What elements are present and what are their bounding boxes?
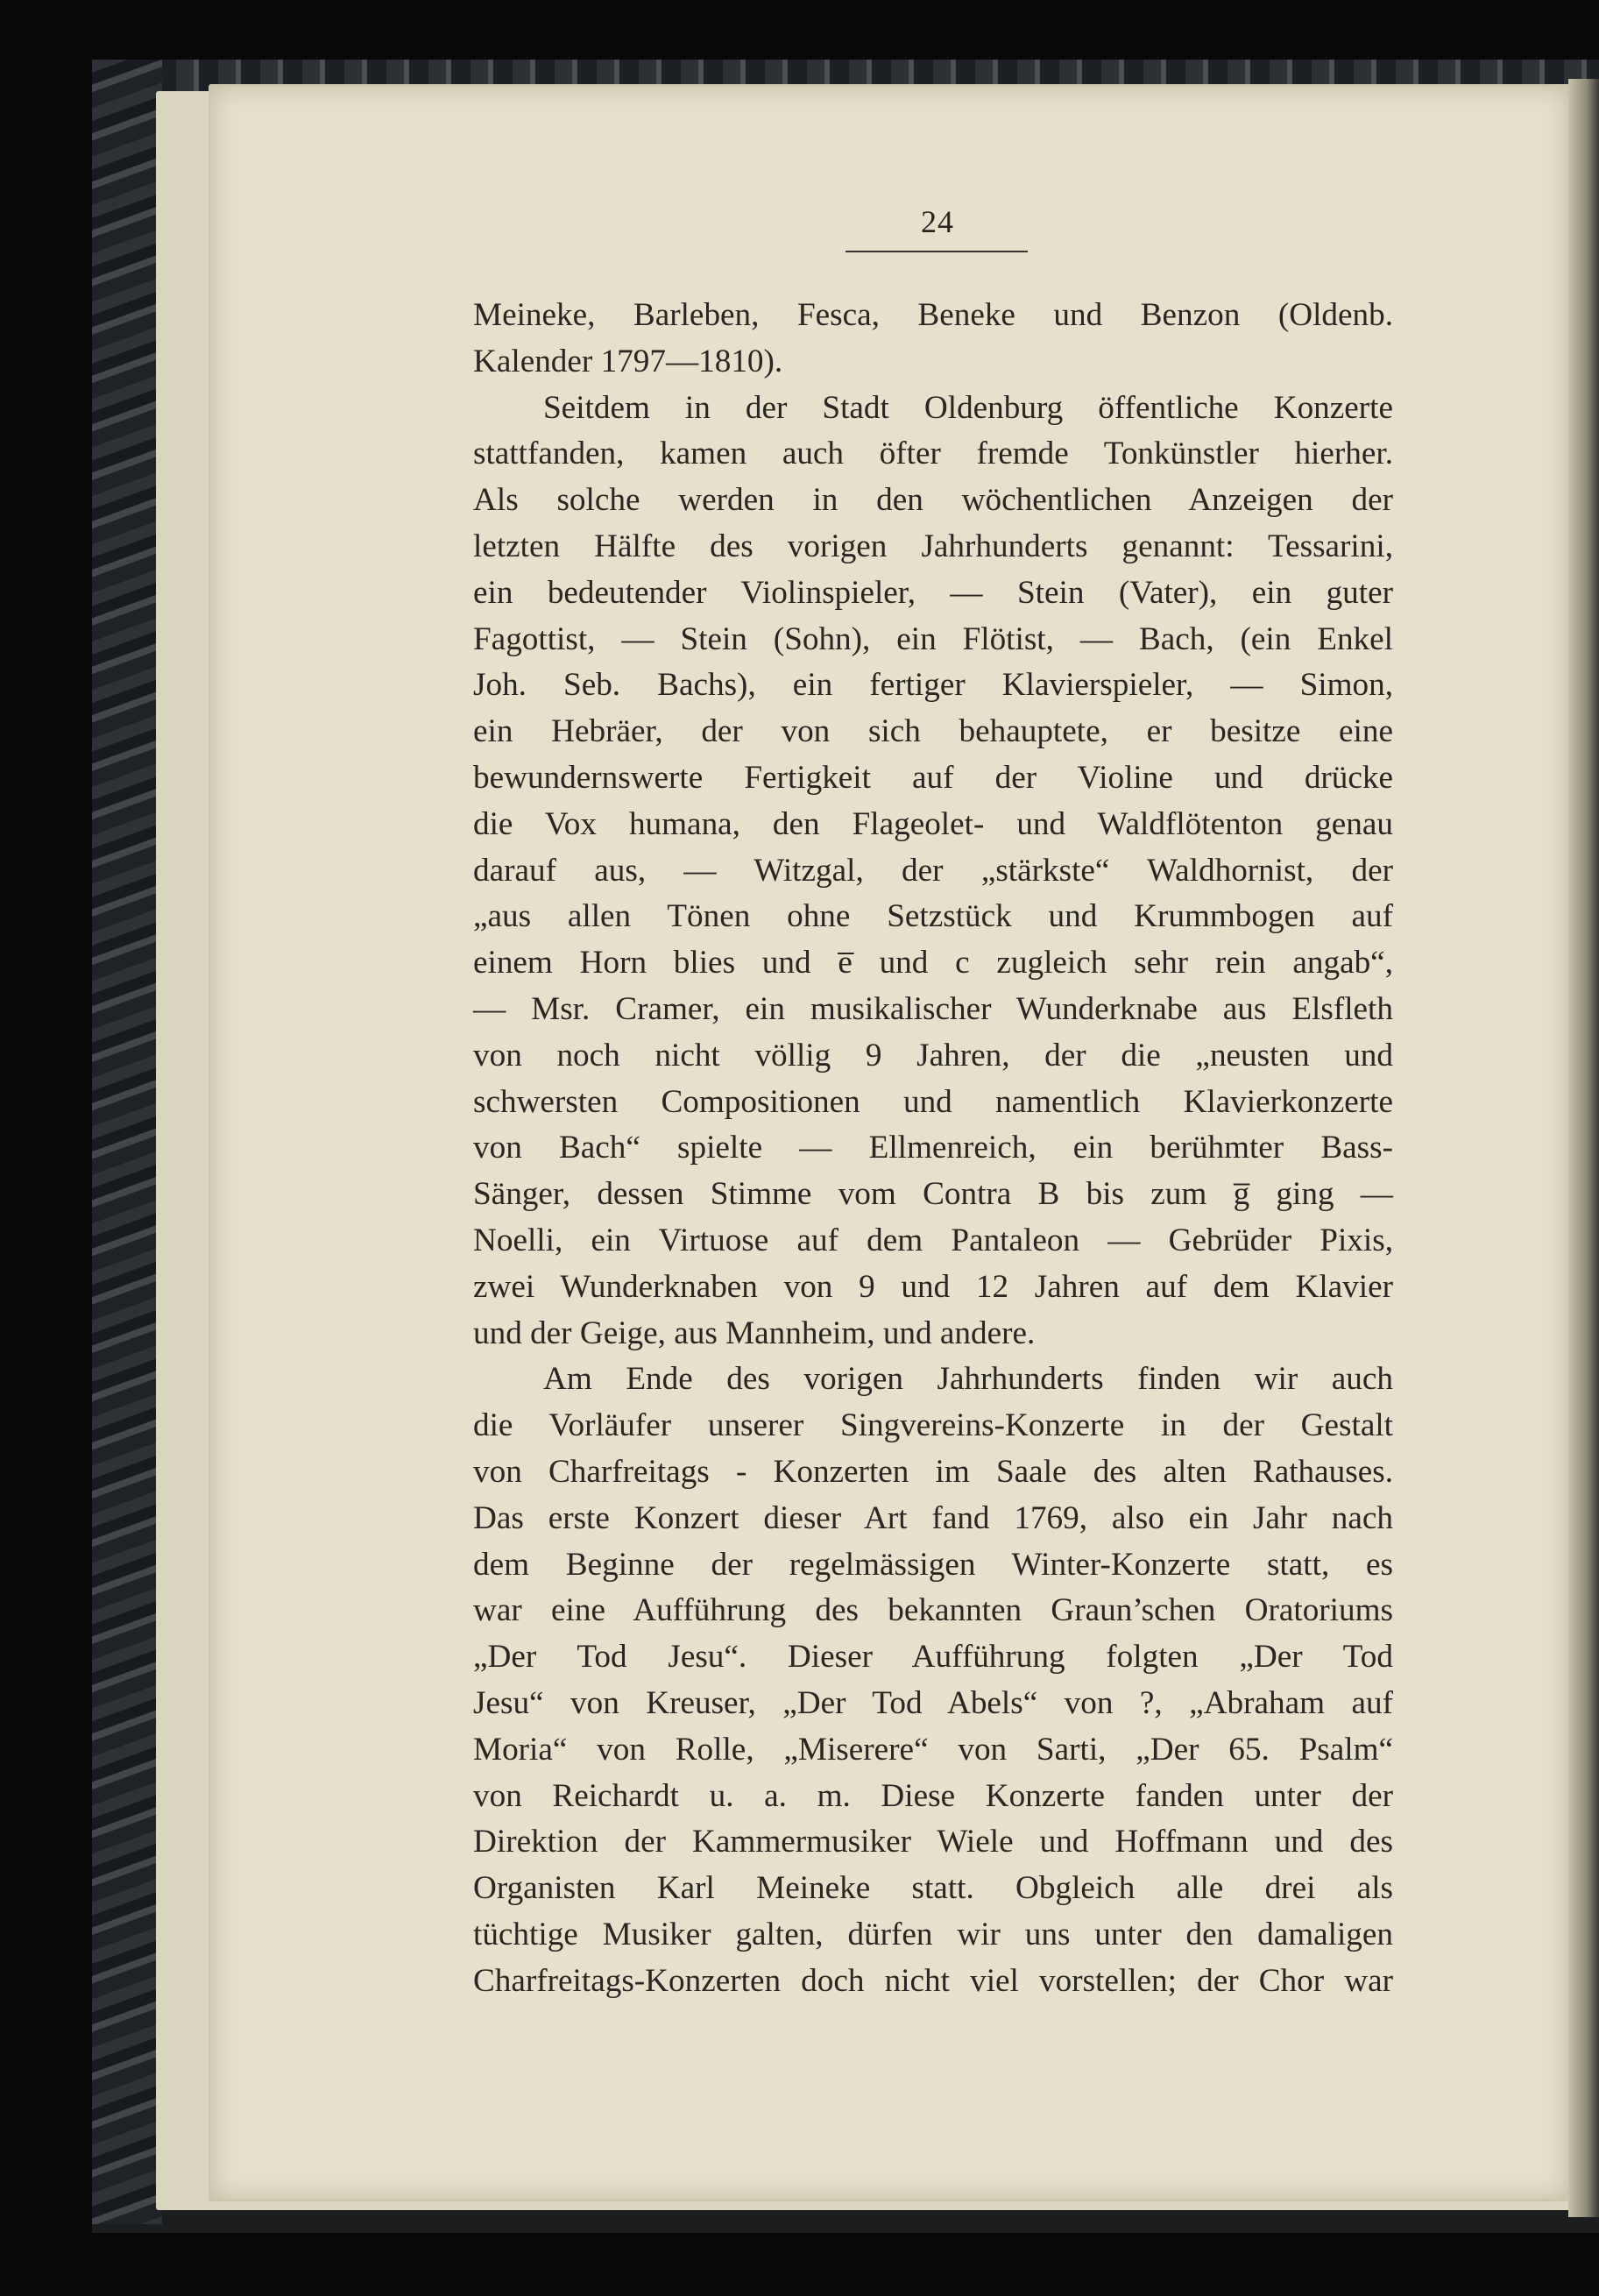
text-line xyxy=(473,940,1393,987)
text-line-content: Das erste Konzert dieser Art fand 1769, also ein Jahr nach xyxy=(473,1499,1393,1536)
text-line xyxy=(473,1357,1393,1403)
text-line-content: Organisten Karl Meineke statt. Obgleich alle drei als xyxy=(473,1870,1393,1907)
text-line-content: von noch nicht völlig 9 Jahren, der die „neusten und xyxy=(473,1037,1393,1074)
text-line xyxy=(473,709,1393,755)
text-line-content: einem Horn blies und e̅ und c zugleich sehr rein angab“, xyxy=(473,945,1393,981)
text-line xyxy=(473,617,1393,663)
text-line xyxy=(473,478,1393,524)
text-line xyxy=(473,1403,1393,1449)
text-line xyxy=(473,1125,1393,1172)
text-line-content: Joh. Seb. Bachs), ein fertiger Klavierspieler, — Simon, xyxy=(473,667,1393,704)
text-line xyxy=(473,1727,1393,1774)
text-line-content: darauf aus, — Witzgal, der „stärkste“ Waldhornist, der xyxy=(473,852,1393,889)
text-line-content: die Vorläufer unserer Singvereins-Konzerte in der Gestalt xyxy=(473,1407,1393,1444)
text-line-content: von Reichardt u. a. m. Diese Konzerte fanden unter der xyxy=(473,1777,1393,1814)
text-line xyxy=(473,848,1393,895)
text-line-content: Kalender 1797—1810). xyxy=(473,343,783,379)
text-line-content: zwei Wunderknaben von 9 und 12 Jahren auf dem Klavier xyxy=(473,1268,1393,1305)
text-line xyxy=(473,1912,1393,1959)
body-text xyxy=(473,293,1393,2004)
page-number-rule xyxy=(845,251,1028,252)
text-line xyxy=(473,1080,1393,1126)
text-line xyxy=(473,663,1393,709)
text-line xyxy=(473,1588,1393,1634)
text-line xyxy=(473,1774,1393,1820)
text-line xyxy=(473,1218,1393,1265)
text-line-content: stattfanden, kamen auch öfter fremde Tonkünstler hierher. xyxy=(473,436,1393,472)
text-line xyxy=(473,1866,1393,1912)
text-line xyxy=(473,386,1393,432)
text-line-content: letzten Hälfte des vorigen Jahrhunderts genannt: Tessarini, xyxy=(473,528,1393,564)
text-line-content: Sänger, dessen Stimme vom Contra B bis zum g̅ ging — xyxy=(473,1176,1393,1213)
text-line xyxy=(473,1542,1393,1589)
text-line-content: Noelli, ein Virtuose auf dem Pantaleon — Gebrüder Pixis, xyxy=(473,1222,1393,1258)
text-line xyxy=(473,894,1393,940)
marbled-cover-edge xyxy=(92,60,162,2224)
text-line xyxy=(473,1311,1393,1357)
text-line xyxy=(473,1265,1393,1311)
text-line-content: Jesu“ von Kreuser, „Der Tod Abels“ von ?, „Abraham auf xyxy=(473,1684,1393,1721)
text-line-content: schwersten Compositionen und namentlich Klavierkonzerte xyxy=(473,1083,1393,1120)
text-line-content: von Charfreitags - Konzerten im Saale des alten Rathauses. xyxy=(473,1453,1393,1490)
text-line-content: die Vox humana, den Flageolet- und Waldflötenton genau xyxy=(473,805,1393,842)
text-line-content: und der Geige, aus Mannheim, und andere. xyxy=(473,1315,1036,1351)
text-line xyxy=(473,570,1393,617)
text-line-content: Seitdem in der Stadt Oldenburg öffentliche Konzerte xyxy=(543,389,1393,426)
text-line-content: Charfreitags-Konzerten doch nicht viel vorstellen; der Chor war xyxy=(473,1962,1393,1999)
text-line-content: Moria“ von Rolle, „Miserere“ von Sarti, „Der 65. Psalm“ xyxy=(473,1731,1393,1768)
text-line-content: Als solche werden in den wöchentlichen Anzeigen der xyxy=(473,482,1393,519)
text-line-content: Direktion der Kammermusiker Wiele und Hoffmann und des xyxy=(473,1824,1393,1860)
text-line xyxy=(473,1033,1393,1080)
text-line-content: dem Beginne der regelmässigen Winter-Konzerte statt, es xyxy=(473,1546,1393,1583)
text-line-content: tüchtige Musiker galten, dürfen wir uns unter den damaligen xyxy=(473,1916,1393,1952)
text-line-content: bewundernswerte Fertigkeit auf der Violine und drücke xyxy=(473,759,1393,796)
text-line-content: — Msr. Cramer, ein musikalischer Wunderknabe aus Elsfleth xyxy=(473,990,1393,1027)
text-line-content: Meineke, Barleben, Fesca, Beneke und Benzon (Oldenb. xyxy=(473,297,1393,333)
text-line-content: „Der Tod Jesu“. Dieser Aufführung folgten „Der Tod xyxy=(473,1639,1393,1676)
text-line xyxy=(473,802,1393,848)
text-line xyxy=(473,293,1393,339)
text-line xyxy=(473,1634,1393,1681)
text-line-content: Fagottist, — Stein (Sohn), ein Flötist, — Bach, (ein Enkel xyxy=(473,620,1393,657)
text-line-content: ein Hebräer, der von sich behauptete, er besitze eine xyxy=(473,713,1393,750)
text-line xyxy=(473,524,1393,570)
text-line-content: Am Ende des vorigen Jahrhunderts finden wir auch xyxy=(543,1361,1393,1398)
text-line-content: war eine Aufführung des bekannten Graun’schen Oratoriums xyxy=(473,1592,1393,1629)
text-line-content: „aus allen Tönen ohne Setzstück und Krummbogen auf xyxy=(473,898,1393,935)
text-line xyxy=(473,1496,1393,1542)
text-line xyxy=(473,987,1393,1033)
text-line xyxy=(473,1959,1393,2005)
page-gutter xyxy=(1568,79,1599,2217)
text-line-content: von Bach“ spielte — Ellmenreich, ein berühmter Bass- xyxy=(473,1130,1393,1166)
text-line xyxy=(473,1449,1393,1496)
page-number: 24 xyxy=(921,204,954,239)
text-line xyxy=(473,1172,1393,1218)
text-line xyxy=(473,431,1393,478)
text-line xyxy=(473,339,1393,386)
text-line xyxy=(473,755,1393,802)
text-line xyxy=(473,1819,1393,1866)
text-line xyxy=(473,1681,1393,1727)
text-line-content: ein bedeutender Violinspieler, — Stein (Vater), ein guter xyxy=(473,574,1393,611)
